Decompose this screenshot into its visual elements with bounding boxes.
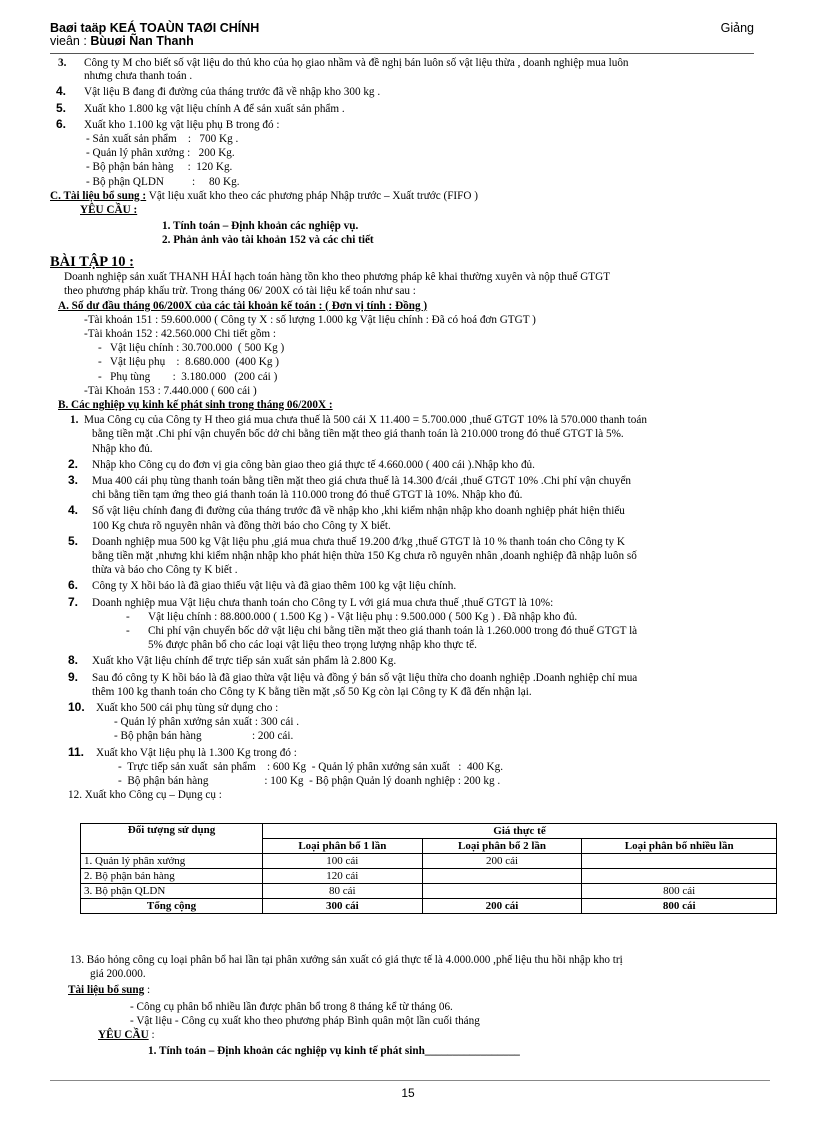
document-body-tail xyxy=(50,955,770,1057)
op-7b-line2: 5% được phân bổ cho các loại vật liệu theo trọng lượng nhập kho thực tế. xyxy=(148,639,477,652)
col-header-price: Giá thực tế xyxy=(263,824,777,839)
op-9-line2: thêm 100 kg thanh toán cho Công ty K bằng tiền mặt ,số 50 Kg còn lại Công ty K đã đến nhận lại. xyxy=(92,685,532,698)
op-6: 6. Công ty X hồi báo là đã giao thiếu vật liệu và đã giao thêm 100 kg vật liệu chính. xyxy=(68,578,457,593)
op-13: 13. Báo hỏng công cụ loại phân bổ hai lần tại phân xưởng sản xuất có giá thực tế là 4.000.000 ,phế liệu thu hồi nhập kho trị xyxy=(70,954,623,966)
table-row: 3. Bộ phận QLDN 80 cái 800 cái xyxy=(81,884,777,899)
op-1-line3: Nhập kho đủ. xyxy=(92,442,153,455)
table-total-row: Tổng cộng 300 cái 200 cái 800 cái xyxy=(81,899,777,914)
prev-item-6: 6. Xuất kho 1.100 kg vật liệu phụ B trong đó : xyxy=(56,116,280,131)
op-11: 11. Xuất kho Vật liệu phụ là 1.300 Kg trong đó : xyxy=(68,744,297,759)
header-author: vieân : Bùuøi Ñan Thanh xyxy=(50,33,194,48)
op-10a: - Quản lý phân xưởng sản xuất : 300 cái . xyxy=(114,716,300,729)
supplement-1: - Công cụ phân bổ nhiều lần được phân bổ trong 8 tháng kể từ tháng 06. xyxy=(130,1000,453,1013)
op-10: 10. Xuất kho 500 cái phụ tùng sử dụng cho : xyxy=(68,700,279,715)
op-4-line2: 100 Kg chưa rõ nguyên nhân và đồng thời báo cho Công ty X biết. xyxy=(92,519,391,532)
supplement-2: - Vật liệu - Công cụ xuất kho theo phương pháp Bình quân một lần cuối tháng xyxy=(130,1014,480,1027)
col-header-object: Đối tượng sử dụng xyxy=(81,824,263,854)
prev-item-6a: - Sản xuất sản phẩm : 700 Kg . xyxy=(86,133,239,146)
header-title: Baøi taäp KEÁ TOAÙN TAØI CHÍNH xyxy=(50,21,260,35)
prev-requirements-label: YÊU CẦU : xyxy=(80,204,138,217)
requirement-1: 1. Tính toán – Định khoản các nghiệp vụ kinh tế phát sinh_________________ xyxy=(148,1045,520,1058)
op-3: 3. Mua 400 cái phụ tùng thanh toán bằng tiền mặt theo giá chưa thuế là 14.300 đ/cái ,thuế GTGT 10% .Chi phí vận chuyển xyxy=(68,472,632,487)
prev-item-3-cont: nhưng chưa thanh toán . xyxy=(84,70,193,83)
prev-item-6b: - Quản lý phân xưởng : 200 Kg. xyxy=(86,147,235,160)
op-5: 5. Doanh nghiệp mua 500 kg Vật liệu phu ,giá mua chưa thuế 19.200 đ/kg ,thuế GTGT là 10 % thanh toán cho Công ty K xyxy=(68,533,625,548)
op-3-line2: chi bằng tiền tạm ứng theo giá thanh toán là 110.000 trong đó thuế GTGT là 10%. Nhập kho đủ. xyxy=(92,489,523,502)
account-152-main: - Vật liệu chính : 30.700.000 ( 500 Kg ) xyxy=(98,342,285,355)
op-7b: - Chi phí vận chuyển bốc dở vật liệu chi bằng tiền mặt theo giá thanh toán là 1.260.000 trong đó thuế GTGT là xyxy=(126,625,638,638)
exercise-intro-cont: theo phương pháp khấu trừ. Trong tháng 06/ 200X có tài liệu kế toán như sau : xyxy=(64,285,416,298)
account-151: -Tài khoản 151 : 59.600.000 ( Công ty X : số lượng 1.000 kg Vật liệu chính : Đã có hoá đơn GTGT ) xyxy=(84,313,536,326)
op-11b: - Bộ phận bán hàng : 100 Kg - Bộ phận Quản lý doanh nghiệp : 200 kg . xyxy=(118,775,501,788)
header-right: Giảng xyxy=(720,21,754,35)
prev-item-4: 4. Vật liệu B đang đi đường của tháng trước đã về nhập kho 300 kg . xyxy=(56,84,381,99)
op-13-line2: giá 200.000. xyxy=(90,968,146,981)
op-5-line3: thừa và báo cho Công ty K biết . xyxy=(92,564,238,577)
prev-requirement-1: 1. Tính toán – Định khoản các nghiệp vụ. xyxy=(162,220,359,233)
account-153: -Tài Khoản 153 : 7.440.000 ( 600 cái ) xyxy=(84,384,257,397)
account-152: -Tài khoản 152 : 42.560.000 Chi tiết gồm : xyxy=(84,327,277,340)
footer-divider xyxy=(50,1080,770,1081)
prev-requirement-2: 2. Phản ảnh vào tài khoản 152 và các chi tiết xyxy=(162,234,374,247)
requirements-label: YÊU CẦU : xyxy=(98,1029,155,1042)
section-b-title: B. Các nghiệp vụ kinh kế phát sinh trong tháng 06/200X : xyxy=(58,398,333,411)
op-7a: - Vật liệu chính : 88.800.000 ( 1.500 Kg ) - Vật liệu phụ : 9.500.000 ( 500 Kg ) . Đã nhập kho đủ. xyxy=(126,610,578,623)
page-header xyxy=(50,22,754,47)
prev-item-6c: - Bộ phận bán hàng : 120 Kg. xyxy=(86,161,233,174)
prev-item-3: 3. Công ty M cho biết số vật liệu do thủ kho của họ giao nhầm và đề nghị bán luôn số vật liệu thừa , doanh nghiệp mua luôn xyxy=(58,57,629,69)
op-1: 1. Mua Công cụ của Công ty H theo giá mua chưa thuế là 500 cái X 11.400 = 5.700.000 ,thuế GTGT 10% là 570.000 thanh toán xyxy=(70,414,647,427)
op-2: 2. Nhập kho Công cụ do đơn vị gia công bàn giao theo giá thực tế 4.660.000 ( 400 cái ).Nhập kho đủ. xyxy=(68,456,535,471)
section-a-title: A. Số dư đầu tháng 06/200X của các tài khoản kế toán : ( Đơn vị tính : Đồng ) xyxy=(58,299,428,312)
op-9: 9. Sau đó công ty K hồi báo là đã giao thừa vật liệu và đồng ý bán số vật liệu thừa cho doanh nghiệp .Doanh nghiệp chỉ mua xyxy=(68,669,638,684)
op-1-line2: bằng tiền mặt .Chi phí vận chuyển bốc dở chi bằng tiền mặt theo giá thanh toán là 210.000 trong đó thuế GTGT là 5%. xyxy=(92,428,624,441)
document-body xyxy=(50,58,770,801)
table-row: 1. Quản lý phân xưởng 100 cái 200 cái xyxy=(81,854,777,869)
exercise-intro: Doanh nghiệp sản xuất THANH HẢI hạch toán hàng tồn kho theo phương pháp kê khai thường xuyên và nộp thuế GTGT xyxy=(64,271,611,284)
tools-allocation-table xyxy=(80,823,777,914)
col-header-many: Loại phân bổ nhiều lần xyxy=(582,839,777,854)
op-4: 4. Số vật liệu chính đang đi đường của tháng trước đã về nhập kho ,khi kiểm nhận nhập kho doanh nghiệp phát hiện thiếu xyxy=(68,503,625,518)
op-11a: - Trực tiếp sản xuất sản phẩm : 600 Kg - Quản lý phân xưởng sản xuất : 400 Kg. xyxy=(118,760,504,773)
page-number: 15 xyxy=(401,1086,415,1100)
prev-item-6d: - Bộ phận QLDN : 80 Kg. xyxy=(86,175,240,188)
op-10b: - Bộ phận bán hàng : 200 cái. xyxy=(114,730,294,743)
account-152-sub: - Vật liệu phụ : 8.680.000 (400 Kg ) xyxy=(98,356,279,369)
supplement-label: Tài liệu bổ sung : xyxy=(68,984,151,997)
op-12: 12. Xuất kho Công cụ – Dụng cụ : xyxy=(68,789,222,802)
op-7: 7. Doanh nghiệp mua Vật liệu chưa thanh toán cho Công ty L với giá mua chưa thuế ,thuế GTGT là 10%: xyxy=(68,594,554,609)
col-header-twice: Loại phân bổ 2 lần xyxy=(422,839,582,854)
op-8: 8. Xuất kho Vật liệu chính để trực tiếp sản xuất sản phẩm là 2.800 Kg. xyxy=(68,653,397,668)
table-row: 2. Bộ phận bán hàng 120 cái xyxy=(81,869,777,884)
col-header-once: Loại phân bổ 1 lần xyxy=(263,839,423,854)
op-5-line2: bằng tiền mặt ,nhưng khi kiểm nhận nhập kho phát hiện thừa 150 Kg chưa rõ nguyên nhân ,doanh nghiệp đã nhập luôn số xyxy=(92,550,637,562)
account-152-parts: - Phụ tùng : 3.180.000 (200 cái ) xyxy=(98,370,278,383)
header-divider xyxy=(50,53,754,54)
table-header-row xyxy=(81,824,777,839)
prev-item-5: 5. Xuất kho 1.800 kg vật liệu chính A để sản xuất sản phẩm . xyxy=(56,100,345,115)
prev-supplement: C. Tài liệu bổ sung : Vật liệu xuất kho theo các phương pháp Nhập trước – Xuất trước (FIFO ) xyxy=(50,189,478,202)
exercise-title: BÀI TẬP 10 : xyxy=(50,253,134,270)
